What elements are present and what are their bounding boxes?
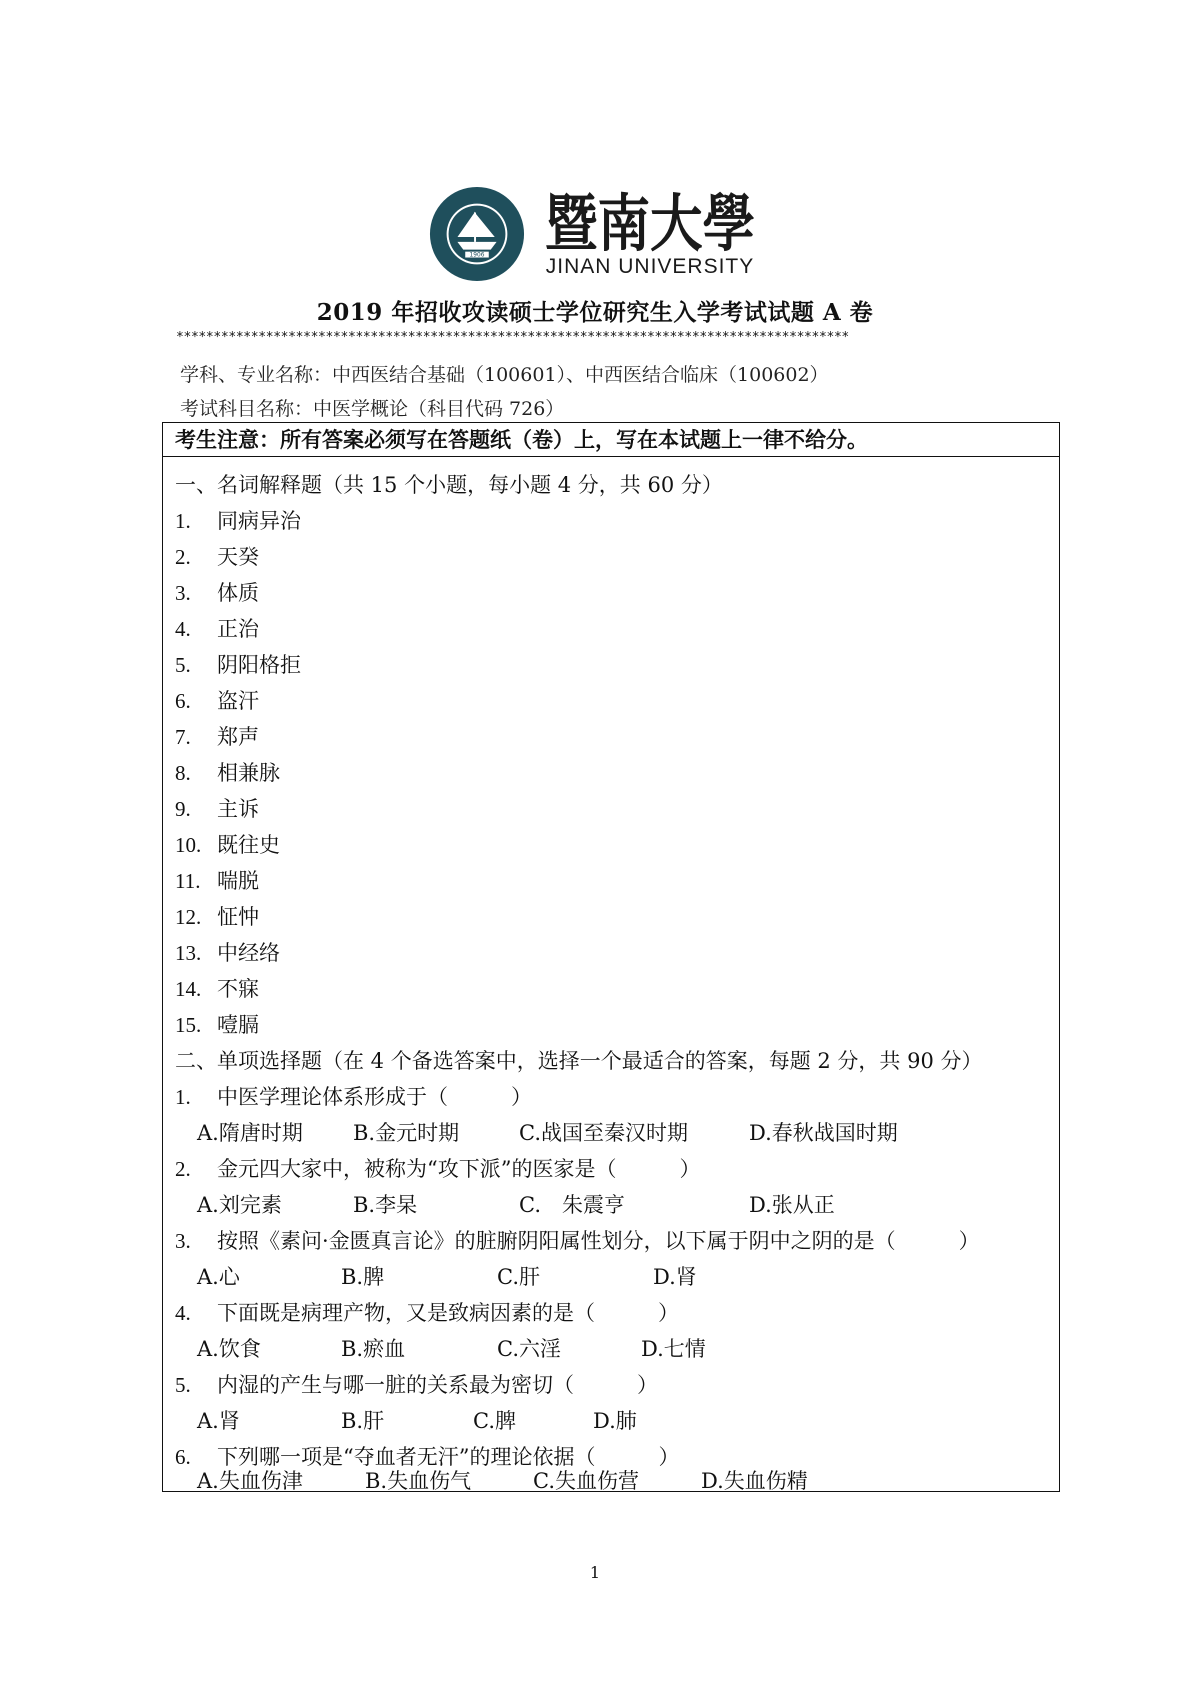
option: A.肾: [197, 1409, 240, 1433]
item-number: 3.: [175, 581, 191, 605]
exam-title: 2019 年招收攻读硕士学位研究生入学考试试题 A 卷: [316, 299, 874, 326]
option: C.六淫: [497, 1337, 561, 1361]
question-number: 1.: [175, 1085, 191, 1109]
list-item: [175, 541, 259, 571]
option: C.失血伤营: [533, 1469, 639, 1493]
logo-chinese-text: 暨南大學: [545, 187, 755, 260]
page-number: 1: [589, 1563, 601, 1582]
list-item: [175, 1009, 259, 1039]
option: D.肾: [653, 1265, 697, 1289]
list-item: [175, 937, 280, 967]
svg-text:1906: 1906: [469, 252, 485, 259]
option: C.战国至秦汉时期: [519, 1121, 688, 1145]
asterisk-separator: ******************************************************************************************: [176, 330, 849, 345]
option: D.张从正: [749, 1193, 835, 1217]
item-term: 不寐: [217, 977, 259, 1001]
question-number: 2.: [175, 1157, 191, 1181]
option: D.春秋战国时期: [749, 1121, 898, 1145]
university-wordmark: [540, 183, 760, 285]
list-item: [175, 649, 301, 679]
candidate-notice: 考生注意：所有答案必须写在答题纸（卷）上，写在本试题上一律不给分。: [163, 423, 1059, 457]
list-item: [175, 757, 280, 787]
option: B.瘀血: [341, 1337, 406, 1361]
option: A.隋唐时期: [197, 1121, 303, 1145]
list-item: [175, 721, 259, 751]
option: C.脾: [473, 1409, 516, 1433]
item-number: 14.: [175, 977, 202, 1001]
item-term: 中经络: [217, 941, 280, 965]
item-term: 既往史: [217, 833, 280, 857]
option: D.失血伤精: [701, 1469, 808, 1493]
question-box: [162, 422, 1060, 1492]
item-number: 4.: [175, 617, 191, 641]
item-term: 怔忡: [217, 905, 259, 929]
item-term: 喘脱: [217, 869, 259, 893]
item-term: 同病异治: [217, 509, 301, 533]
subject-line: 学科、专业名称：中西医结合基础（100601）、中西医结合临床（100602）: [180, 364, 829, 386]
university-seal-icon: [428, 185, 526, 283]
option: B.肝: [341, 1409, 385, 1433]
item-number: 15.: [175, 1013, 202, 1037]
question-text: 按照《素问·金匮真言论》的脏腑阴阳属性划分，以下属于阴中之阴的是（ ）: [217, 1229, 980, 1253]
list-item: [175, 901, 259, 931]
section-heading: 二、单项选择题（在 4 个备选答案中，选择一个最适合的答案，每题 2 分，共 90 分）: [175, 1049, 983, 1073]
item-term: 主诉: [217, 797, 259, 821]
item-number: 8.: [175, 761, 191, 785]
option: D.七情: [641, 1337, 706, 1361]
list-item: [175, 577, 259, 607]
question: [175, 1297, 679, 1327]
list-item: [175, 685, 259, 715]
question: [175, 1369, 658, 1399]
option: A.刘完素: [197, 1193, 282, 1217]
question-number: 3.: [175, 1229, 191, 1253]
item-number: 9.: [175, 797, 191, 821]
item-term: 阴阳格拒: [217, 653, 301, 677]
question-text: 金元四大家中，被称为“攻下派”的医家是（ ）: [217, 1157, 701, 1181]
list-item: [175, 865, 259, 895]
list-item: [175, 973, 259, 1003]
university-chinese-name: [540, 183, 760, 260]
item-number: 11.: [175, 869, 201, 893]
item-number: 12.: [175, 905, 202, 929]
option: D.肺: [593, 1409, 637, 1433]
question: [175, 1153, 700, 1183]
option: B.金元时期: [353, 1121, 460, 1145]
item-term: 体质: [217, 581, 259, 605]
item-number: 5.: [175, 653, 191, 677]
university-logo: [428, 183, 760, 285]
university-english-name: JINAN UNIVERSITY: [545, 255, 755, 278]
item-term: 正治: [217, 617, 259, 641]
item-number: 1.: [175, 509, 191, 533]
option: C.肝: [497, 1265, 540, 1289]
option: B.李杲: [353, 1193, 418, 1217]
list-item: [175, 829, 280, 859]
list-item: [175, 613, 259, 643]
item-number: 7.: [175, 725, 191, 749]
question: [175, 1081, 532, 1111]
item-number: 2.: [175, 545, 191, 569]
option: B.失血伤气: [365, 1469, 472, 1493]
item-term: 噎膈: [217, 1013, 259, 1037]
question-number: 4.: [175, 1301, 191, 1325]
question-text: 下列哪一项是“夺血者无汗”的理论依据（ ）: [217, 1445, 680, 1469]
option: A.饮食: [197, 1337, 261, 1361]
question-text: 中医学理论体系形成于（ ）: [217, 1085, 532, 1109]
item-number: 6.: [175, 689, 191, 713]
item-term: 天癸: [217, 545, 259, 569]
course-line: 考试科目名称：中医学概论（科目代码 726）: [180, 398, 565, 420]
item-term: 盗汗: [217, 689, 259, 713]
option: A.心: [197, 1265, 240, 1289]
list-item: [175, 793, 259, 823]
list-item: [175, 505, 301, 535]
option: A.失血伤津: [197, 1469, 303, 1493]
item-term: 郑声: [217, 725, 259, 749]
question-number: 5.: [175, 1373, 191, 1397]
question: [175, 1225, 980, 1255]
question-text: 下面既是病理产物，又是致病因素的是（ ）: [217, 1301, 679, 1325]
section-heading: 一、名词解释题（共 15 个小题，每小题 4 分，共 60 分）: [175, 473, 723, 497]
question-text: 内湿的产生与哪一脏的关系最为密切（ ）: [217, 1373, 658, 1397]
item-number: 10.: [175, 833, 202, 857]
item-term: 相兼脉: [217, 761, 280, 785]
option: C. 朱震亨: [519, 1193, 625, 1217]
option: B.脾: [341, 1265, 385, 1289]
item-number: 13.: [175, 941, 202, 965]
question-number: 6.: [175, 1445, 191, 1469]
